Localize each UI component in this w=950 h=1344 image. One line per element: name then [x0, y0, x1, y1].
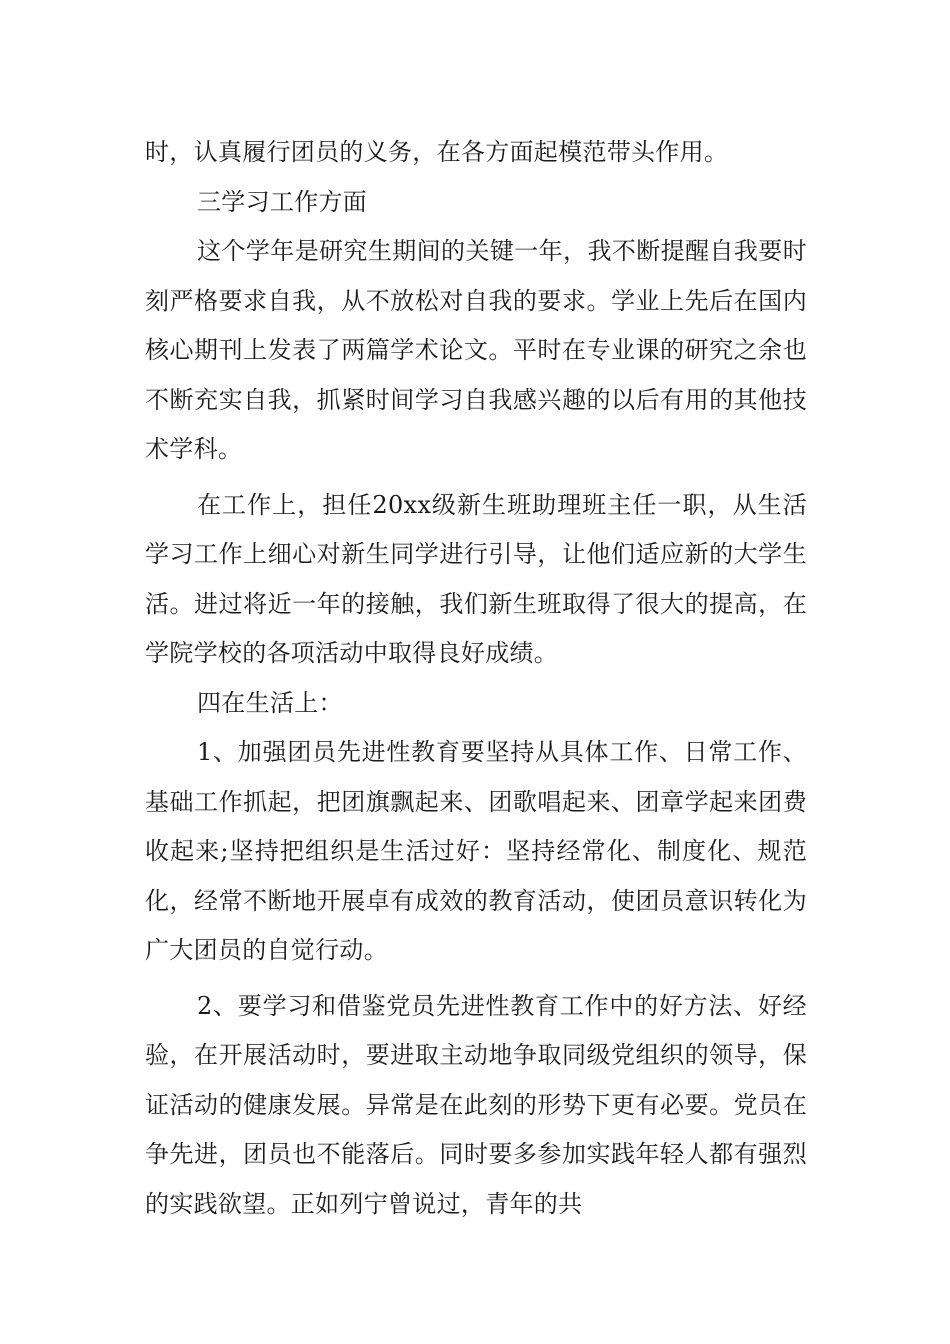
paragraph-continuation: 时，认真履行团员的义务，在各方面起模范带头作用。: [145, 138, 729, 166]
list-item-2: 2、要学习和借鉴党员先进性教育工作中的好方法、好经验，在开展活动时，要进取主动地争取同级党组织的领导，保证活动的健康发展。异常是在此刻的形势下更有必要。党员在争先进，团员也不能落后。同时要多参加实践年轻人都有强烈的实践欲望。正如列宁曾说过，青年的共: [145, 991, 807, 1218]
section-heading-study-work: 三学习工作方面: [197, 187, 368, 216]
paragraph-work: 在工作上，担任20xx级新生班助理班主任一职，从生活学习工作上细心对新生同学进行引导，让他们适应新的大学生活。进过将近一年的接触，我们新生班取得了很大的提高，在学院学校的各项活动中取得良好成绩。: [145, 490, 807, 667]
paragraph-study: 这个学年是研究生期间的关键一年，我不断提醒自我要时刻严格要求自我，从不放松对自我的要求。学业上先后在国内核心期刊上发表了两篇学术论文。平时在专业课的研究之余也不断充实自我，抓紧时间学习自我感兴趣的以后有用的其他技术学科。: [145, 237, 807, 463]
list-item-1: 1、加强团员先进性教育要坚持从具体工作、日常工作、基础工作抓起，把团旗飘起来、团歌唱起来、团章学起来团费收起来;坚持把组织是生活过好：坚持经常化、制度化、规范化，经常不断地开展卓有成效的教育活动，使团员意识转化为广大团员的自觉行动。: [145, 738, 807, 964]
section-heading-life: 四在生活上：: [197, 688, 343, 717]
document-body: [145, 128, 807, 1229]
